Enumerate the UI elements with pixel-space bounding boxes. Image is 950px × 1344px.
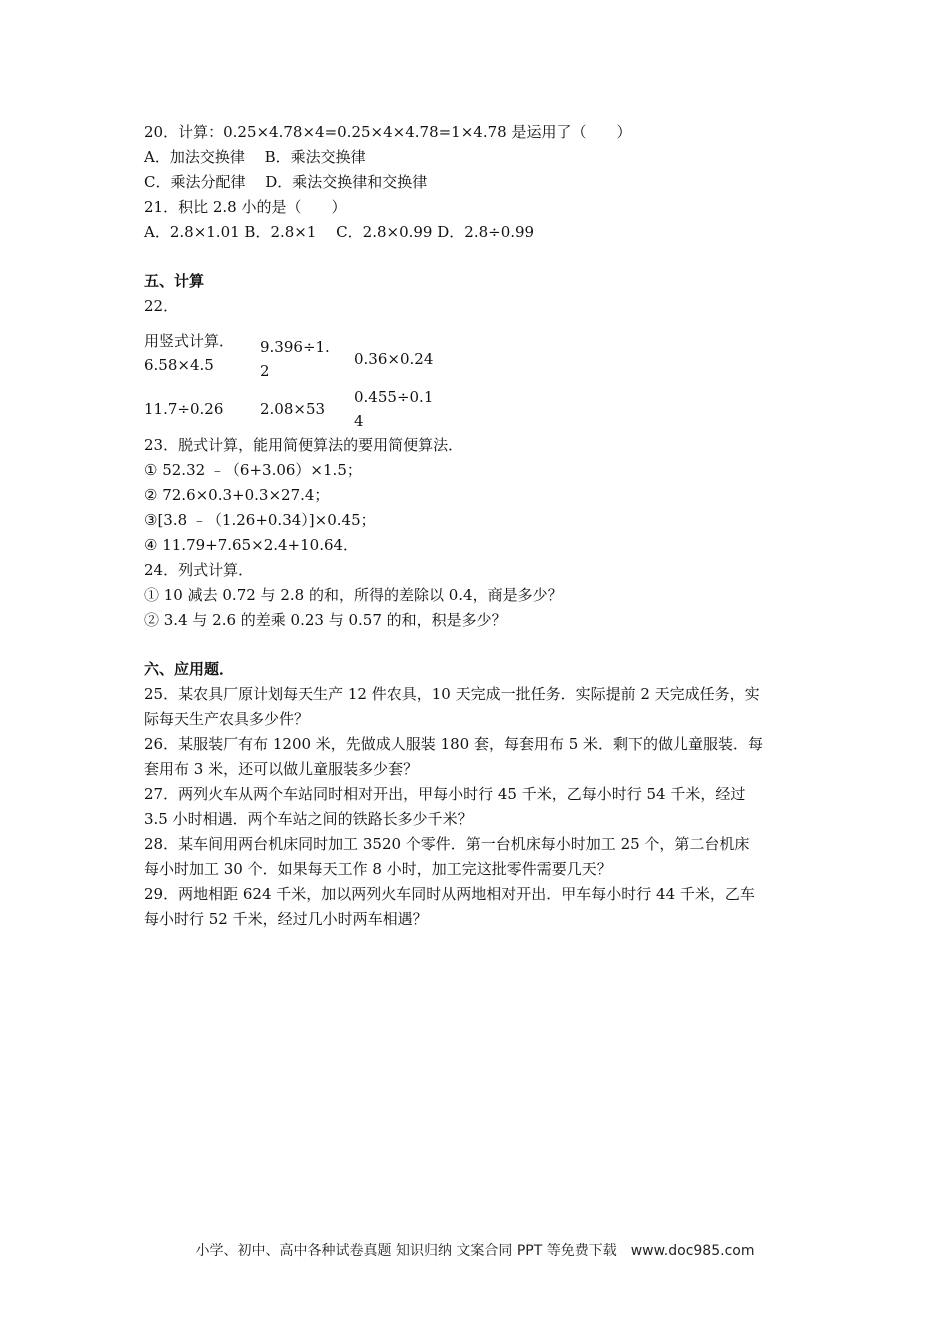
calc-item-a: 6.58×4.5 — [144, 356, 214, 374]
question-23-item: ① 52.32 ﹣（6+3.06）×1.5； — [144, 461, 362, 479]
calc-item-c: 0.36×0.24 — [354, 350, 434, 368]
calc-item-f-line1: 0.455÷0.1 — [354, 388, 434, 406]
question-23-stem: 23．脱式计算，能用简便算法的要用简便算法． — [144, 436, 464, 454]
calc-item-d: 11.7÷0.26 — [144, 400, 224, 418]
calc-instruction: 用竖式计算． — [144, 332, 235, 350]
question-20-stem: 20．计算：0.25×4.78×4=0.25×4×4.78=1×4.78 是运用了（ ） — [144, 123, 632, 141]
section-6-title: 六、应用题． — [144, 660, 235, 678]
page-footer: 小学、初中、高中各种试卷真题 知识归纳 文案合同 PPT 等免费下载 www.doc985.com — [195, 1243, 755, 1259]
question-24-item: ① 10 减去 0.72 与 2.8 的和，所得的差除以 0.4，商是多少？ — [144, 586, 563, 604]
question-29-line1: 29．两地相距 624 千米，加以两列火车同时从两地相对开出．甲车每小时行 44 千米，乙车 — [144, 885, 755, 903]
question-28-line2: 每小时加工 30 个．如果每天工作 8 小时，加工完这批零件需要几天？ — [144, 860, 612, 878]
question-20-options-cd: C．乘法分配律 D．乘法交换律和交换律 — [144, 173, 428, 191]
question-20-options-ab: A．加法交换律 B．乘法交换律 — [144, 148, 366, 166]
question-27-line2: 3.5 小时相遇．两个车站之间的铁路长多少千米？ — [144, 810, 473, 828]
section-5-title: 五、计算 — [144, 272, 205, 290]
question-29-line2: 每小时行 52 千米，经过几小时两车相遇？ — [144, 910, 428, 928]
question-24-stem: 24．列式计算． — [144, 561, 254, 579]
question-22-calc-grid — [144, 321, 824, 433]
question-28-line1: 28．某车间用两台机床同时加工 3520 个零件．第一台机床每小时加工 25 个，第二台机床 — [144, 835, 750, 853]
calc-item-b-line1: 9.396÷1. — [260, 338, 330, 356]
question-27-line1: 27．两列火车从两个车站同时相对开出，甲每小时行 45 千米，乙每小时行 54 千米，经过 — [144, 785, 746, 803]
question-24-item: ② 3.4 与 2.6 的差乘 0.23 与 0.57 的和，积是多少？ — [144, 611, 507, 629]
question-23-item: ④ 11.79+7.65×2.4+10.64． — [144, 536, 359, 554]
question-23-item: ② 72.6×0.3+0.3×27.4； — [144, 486, 330, 504]
question-21-options: A．2.8×1.01 B．2.8×1 C．2.8×0.99 D．2.8÷0.99 — [144, 223, 535, 241]
document-page — [144, 120, 824, 932]
calc-item-f-line2: 4 — [354, 412, 364, 430]
question-26-line1: 26．某服装厂有布 1200 米，先做成人服装 180 套，每套用布 5 米．剩下的做儿童服装．每 — [144, 735, 764, 753]
question-22-number: 22． — [144, 297, 179, 315]
calc-item-b-line2: 2 — [260, 362, 270, 380]
question-23-item: ③[3.8 ﹣（1.26+0.34）]×0.45； — [144, 511, 376, 529]
calc-item-e: 2.08×53 — [260, 400, 326, 418]
question-25-line2: 际每天生产农具多少件？ — [144, 710, 310, 728]
question-25-line1: 25．某农具厂原计划每天生产 12 件农具，10 天完成一批任务．实际提前 2 天完成任务，实 — [144, 685, 760, 703]
question-26-line2: 套用布 3 米，还可以做儿童服装多少套？ — [144, 760, 419, 778]
question-21-stem: 21．积比 2.8 小的是（ ） — [144, 198, 347, 216]
